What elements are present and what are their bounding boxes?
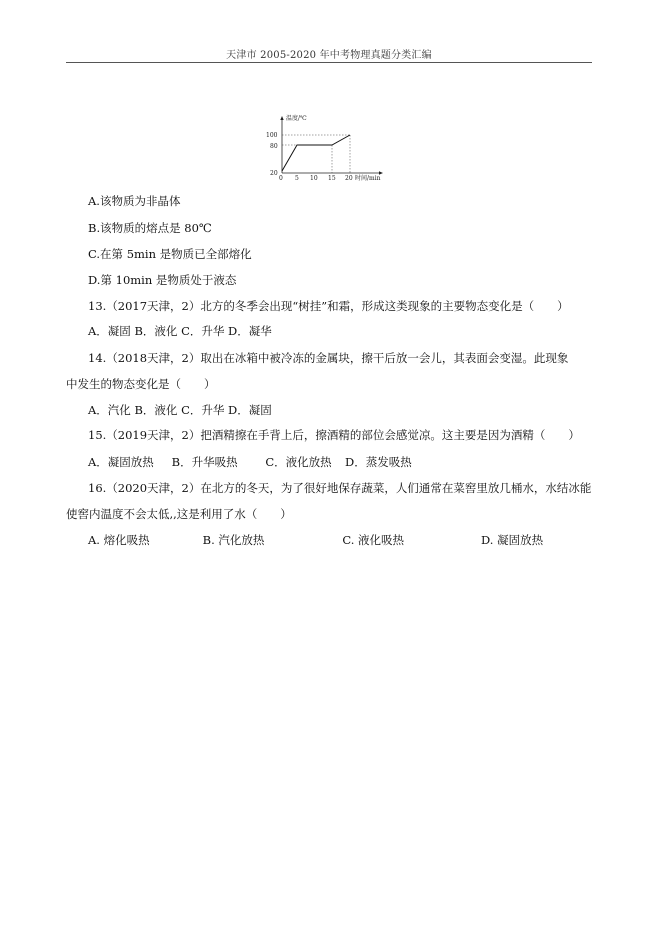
q16-option-c: C. 液化吸热 (342, 533, 405, 547)
y-axis-label: 温度/℃ (286, 115, 307, 122)
q12-option-c: C.在第 5min 是物质已全部熔化 (88, 247, 252, 261)
q13-option-b: B．液化 (134, 324, 178, 338)
q14-stem-line1: 14.（2018天津，2）取出在冰箱中被冷冻的金属块，擦干后放一会儿，其表面会变湿。此现象 (88, 351, 569, 365)
q14-stem-line2: 中发生的物态变化是（ ） (66, 377, 216, 391)
x-tick-5: 5 (295, 175, 299, 182)
q16-option-d: D. 凝固放热 (480, 533, 544, 547)
q14-option-c: C．升华 (181, 403, 225, 417)
y-axis-arrow (280, 116, 283, 120)
x-tick-15: 15 (328, 175, 336, 182)
y-tick-100: 100 (266, 132, 278, 139)
q12-option-b: B.该物质的熔点是 80℃ (88, 221, 212, 235)
q13-option-a: A．凝固 (88, 324, 131, 338)
q15-option-a: A．凝固放热 (88, 455, 154, 469)
x-tick-10: 10 (310, 175, 318, 182)
x-axis-label: 时间/min (355, 175, 381, 182)
q14-option-d: D．凝固 (228, 403, 272, 417)
q15-stem: 15.（2019天津，2）把酒精擦在手背上后，擦酒精的部位会感觉凉。这主要是因为酒精（ ） (88, 428, 580, 442)
q12-option-d: D.第 10min 是物质处于液态 (88, 273, 237, 287)
q14-option-b: B．液化 (134, 403, 178, 417)
q15-option-b: B．升华吸热 (171, 455, 238, 469)
y-tick-80: 80 (270, 143, 278, 150)
temperature-time-graph (262, 113, 392, 185)
page-header: 天津市 2005-2020 年中考物理真题分类汇编 (226, 50, 432, 61)
q16-option-b: B. 汽化放热 (202, 533, 265, 547)
q16-options (88, 533, 543, 547)
temperature-curve (282, 135, 350, 171)
q14-option-a: A．汽化 (88, 403, 131, 417)
q12-option-a: A.该物质为非晶体 (88, 194, 181, 208)
y-tick-20: 20 (270, 170, 278, 177)
q16-stem-line1: 16.（2020天津，2）在北方的冬天，为了很好地保存蔬菜，人们通常在菜窖里放几桶水，水结冰能 (88, 481, 592, 495)
q16-stem-line2: 使窖内温度不会太低,,这是利用了水（ ） (66, 507, 292, 521)
q13-option-c: C．升华 (181, 324, 225, 338)
q15-option-c: C．液化放热 (265, 455, 332, 469)
q15-option-d: D．蒸发吸热 (344, 455, 412, 469)
header-divider (66, 62, 592, 63)
q14-options (88, 403, 272, 417)
q13-stem: 13.（2017天津，2）北方的冬季会出现“树挂”和霜，形成这类现象的主要物态变化是（ ） (88, 299, 569, 313)
q13-option-d: D．凝华 (228, 324, 272, 338)
q16-option-a: A. 熔化吸热 (88, 533, 150, 547)
x-tick-0: 0 (279, 175, 283, 182)
x-tick-20: 20 (345, 175, 353, 182)
q15-options (88, 455, 412, 469)
q13-options (88, 324, 272, 338)
